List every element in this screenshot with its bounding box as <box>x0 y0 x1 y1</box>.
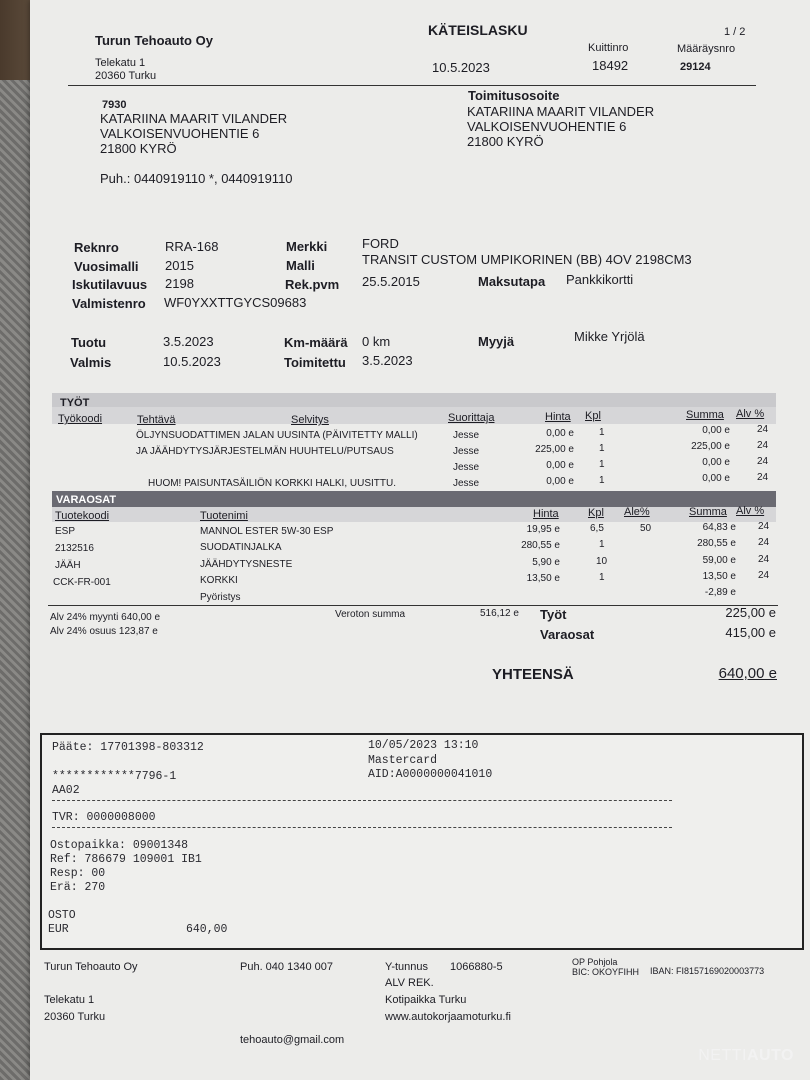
part-qty: 1 <box>599 572 605 583</box>
part-code: 2132516 <box>55 543 94 554</box>
part-price: 280,55 e <box>521 540 560 551</box>
parts-col-ale: Ale% <box>624 506 650 518</box>
customer-name: KATARIINA MAARIT VILANDER <box>100 111 288 126</box>
veroton-label: Veroton summa <box>335 609 406 620</box>
works-col-suorittaja: Suorittaja <box>448 412 495 424</box>
alv-myynti: Alv 24% myynti 640,00 e <box>50 612 161 623</box>
receipt-card: ************7796-1 <box>52 770 177 783</box>
part-name: MANNOL ESTER 5W-30 ESP <box>200 526 334 537</box>
company-name: Turun Tehoauto Oy <box>95 33 213 48</box>
receipt-divider <box>52 800 672 801</box>
malli-value: TRANSIT CUSTOM UMPIKORINEN (BB) 4OV 2198CM3 <box>362 252 692 267</box>
receipt-osto: OSTO <box>48 909 76 922</box>
work-vat: 24 <box>757 440 769 451</box>
work-price: 0,00 e <box>546 460 574 471</box>
card-receipt <box>40 733 804 950</box>
works-section-title: TYÖT <box>60 397 90 409</box>
receipt-ostopaikka: Ostopaikka: 09001348 <box>50 839 189 852</box>
parts-columns-bar <box>52 507 776 522</box>
parts-col-kpl: Kpl <box>588 507 604 519</box>
kuitti-value: 18492 <box>592 58 629 73</box>
merkki-value: FORD <box>362 236 399 251</box>
footer-alv-rek: ALV REK. <box>385 977 434 989</box>
works-col-hinta: Hinta <box>545 411 571 423</box>
tyot-total-label: Työt <box>540 607 567 622</box>
grand-total-value: 640,00 e <box>718 665 777 682</box>
toimitettu-value: 3.5.2023 <box>362 353 413 368</box>
part-sum: -2,89 e <box>704 587 736 598</box>
receipt-datetime: 10/05/2023 13:10 <box>368 739 479 752</box>
km-value: 0 km <box>362 334 391 349</box>
rekpvm-label: Rek.pvm <box>285 277 340 292</box>
receipt-brand: Mastercard <box>368 754 438 767</box>
work-price: 0,00 e <box>546 428 574 439</box>
part-qty: 10 <box>596 556 608 567</box>
vuosimalli-label: Vuosimalli <box>74 259 139 274</box>
receipt-aa: AA02 <box>52 784 80 797</box>
valmis-label: Valmis <box>70 355 112 370</box>
part-price: 13,50 e <box>526 573 560 584</box>
part-code: CCK-FR-001 <box>53 577 111 588</box>
receipt-currency: EUR <box>48 923 69 936</box>
myyja-value: Mikke Yrjölä <box>574 329 645 344</box>
maarays-value: 29124 <box>680 61 711 73</box>
parts-col-hinta: Hinta <box>533 508 559 520</box>
works-col-kpl: Kpl <box>585 410 601 422</box>
footer-bic: BIC: OKOYFIHH <box>572 967 640 977</box>
delivery-name: KATARIINA MAARIT VILANDER <box>467 104 655 119</box>
malli-label: Malli <box>286 258 315 273</box>
customer-id: 7930 <box>102 99 127 111</box>
maarays-label: Määräysnro <box>677 43 736 55</box>
part-sum: 280,55 e <box>697 538 736 549</box>
valmistenro-value: WF0YXXTTGYCS09683 <box>164 295 307 310</box>
work-sum: 0,00 e <box>702 473 730 484</box>
toimitettu-label: Toimitettu <box>284 355 346 370</box>
parts-col-alv: Alv % <box>736 505 765 517</box>
myyja-label: Myyjä <box>478 334 515 349</box>
footer-iban: IBAN: FI8157169020003773 <box>650 966 765 976</box>
watermark-netti: NETTI <box>698 1047 747 1064</box>
work-desc: ÖLJYNSUODATTIMEN JALAN UUSINTA (PÄIVITETTY MALLI) <box>136 430 418 441</box>
iskutilavuus-label: Iskutilavuus <box>72 277 148 292</box>
reknro-label: Reknro <box>74 240 119 255</box>
maksutapa-label: Maksutapa <box>478 274 546 289</box>
reknro-value: RRA-168 <box>165 239 219 254</box>
work-who: Jesse <box>453 462 480 473</box>
totals-divider <box>48 605 778 606</box>
part-ale: 50 <box>640 523 652 534</box>
parts-header-bar <box>52 491 776 507</box>
work-desc: HUOM! PAISUNTASÄILIÖN KORKKI HALKI, UUSITTU. <box>148 478 397 489</box>
part-name: SUODATINJALKA <box>200 542 282 553</box>
part-qty: 1 <box>599 539 605 550</box>
part-vat: 24 <box>758 554 770 565</box>
work-price: 225,00 e <box>535 444 574 455</box>
parts-col-summa: Summa <box>689 506 727 518</box>
km-label: Km-määrä <box>284 335 348 350</box>
valmistenro-label: Valmistenro <box>72 296 146 311</box>
works-col-koodi: Työkoodi <box>58 413 103 425</box>
work-who: Jesse <box>453 430 480 441</box>
works-col-alv: Alv % <box>736 408 765 420</box>
receipt-tvr: TVR: 0000008000 <box>52 811 156 824</box>
part-qty: 6,5 <box>590 523 604 534</box>
receipt-era: Erä: 270 <box>50 881 106 894</box>
customer-street: VALKOISENVUOHENTIE 6 <box>100 126 260 141</box>
page-indicator: 1 / 2 <box>724 26 746 38</box>
works-col-summa: Summa <box>686 409 724 421</box>
tuotu-label: Tuotu <box>71 335 107 350</box>
work-price: 0,00 e <box>546 476 574 487</box>
footer-bank: OP Pohjola <box>572 957 618 967</box>
delivery-city: 21800 KYRÖ <box>467 134 544 149</box>
invoice-title: KÄTEISLASKU <box>428 22 528 38</box>
part-name: JÄÄHDYTYSNESTE <box>200 559 293 570</box>
receipt-ref: Ref: 786679 109001 IB1 <box>50 853 202 866</box>
maksutapa-value: Pankkikortti <box>566 272 634 287</box>
part-name: Pyöristys <box>200 592 241 603</box>
delivery-street: VALKOISENVUOHENTIE 6 <box>467 119 627 134</box>
company-street: Telekatu 1 <box>95 57 146 69</box>
work-sum: 0,00 e <box>702 457 730 468</box>
work-who: Jesse <box>453 446 480 457</box>
receipt-divider <box>52 827 672 828</box>
work-desc: JA JÄÄHDYTYSJÄRJESTELMÄN HUUHTELU/PUTSAUS <box>136 446 394 457</box>
customer-city: 21800 KYRÖ <box>100 141 177 156</box>
part-vat: 24 <box>758 570 770 581</box>
parts-col-koodi: Tuotekoodi <box>55 510 110 522</box>
work-qty: 1 <box>599 475 605 486</box>
footer-ytunnus-label: Y-tunnus <box>385 961 429 973</box>
work-sum: 225,00 e <box>691 441 730 452</box>
receipt-amount: 640,00 <box>186 923 228 936</box>
footer-city: 20360 Turku <box>44 1011 106 1023</box>
parts-col-nimi: Tuotenimi <box>200 510 248 522</box>
part-sum: 64,83 e <box>702 522 736 533</box>
parts-section-title: VARAOSAT <box>56 494 117 506</box>
part-price: 19,95 e <box>526 524 560 535</box>
alv-osuus: Alv 24% osuus 123,87 e <box>50 626 158 637</box>
part-sum: 13,50 e <box>702 571 736 582</box>
part-vat: 24 <box>758 521 770 532</box>
footer-ytunnus: 1066880-5 <box>450 961 503 973</box>
part-code: JÄÄH <box>55 560 81 571</box>
works-col-selvitys: Selvitys <box>291 414 329 426</box>
work-who: Jesse <box>453 478 480 489</box>
kuitti-label: Kuittinro <box>588 42 629 54</box>
footer-web: www.autokorjaamoturku.fi <box>385 1011 511 1023</box>
varaosat-total-value: 415,00 e <box>725 625 776 640</box>
work-qty: 1 <box>599 427 605 438</box>
header-divider <box>68 85 756 86</box>
footer-company: Turun Tehoauto Oy <box>44 961 138 973</box>
varaosat-total-label: Varaosat <box>540 627 595 642</box>
works-header-bar <box>52 393 776 407</box>
iskutilavuus-value: 2198 <box>165 276 194 291</box>
work-qty: 1 <box>599 459 605 470</box>
works-col-tehtava: Tehtävä <box>137 414 176 426</box>
work-qty: 1 <box>599 443 605 454</box>
footer-street: Telekatu 1 <box>44 994 95 1006</box>
part-vat: 24 <box>758 537 770 548</box>
part-name: KORKKI <box>200 575 238 586</box>
grand-total-label: YHTEENSÄ <box>492 666 574 683</box>
delivery-label: Toimitusosoite <box>468 88 560 103</box>
valmis-value: 10.5.2023 <box>163 354 221 369</box>
invoice-date: 10.5.2023 <box>432 60 490 75</box>
merkki-label: Merkki <box>286 239 328 254</box>
footer-email: tehoauto@gmail.com <box>240 1034 345 1046</box>
receipt-paate: Pääte: 17701398-803312 <box>52 741 204 754</box>
rekpvm-value: 25.5.2015 <box>362 274 420 289</box>
tyot-total-value: 225,00 e <box>725 605 776 620</box>
receipt-aid: AID:A0000000041010 <box>368 768 493 781</box>
work-vat: 24 <box>757 472 769 483</box>
footer-kotipaikka: Kotipaikka Turku <box>385 994 467 1006</box>
company-city: 20360 Turku <box>95 70 157 82</box>
part-code: ESP <box>55 526 76 537</box>
nettiauto-watermark <box>698 1047 794 1065</box>
receipt-resp: Resp: 00 <box>50 867 106 880</box>
tuotu-value: 3.5.2023 <box>163 334 214 349</box>
part-sum: 59,00 e <box>702 555 736 566</box>
work-vat: 24 <box>757 424 769 435</box>
vuosimalli-value: 2015 <box>165 258 194 273</box>
customer-phone: Puh.: 0440919110 *, 0440919110 <box>100 171 293 186</box>
footer-phone: Puh. 040 1340 007 <box>240 961 333 973</box>
watermark-auto: AUTO <box>746 1047 794 1064</box>
work-vat: 24 <box>757 456 769 467</box>
part-price: 5,90 e <box>532 557 560 568</box>
work-sum: 0,00 e <box>702 425 730 436</box>
veroton-value: 516,12 e <box>480 608 519 619</box>
